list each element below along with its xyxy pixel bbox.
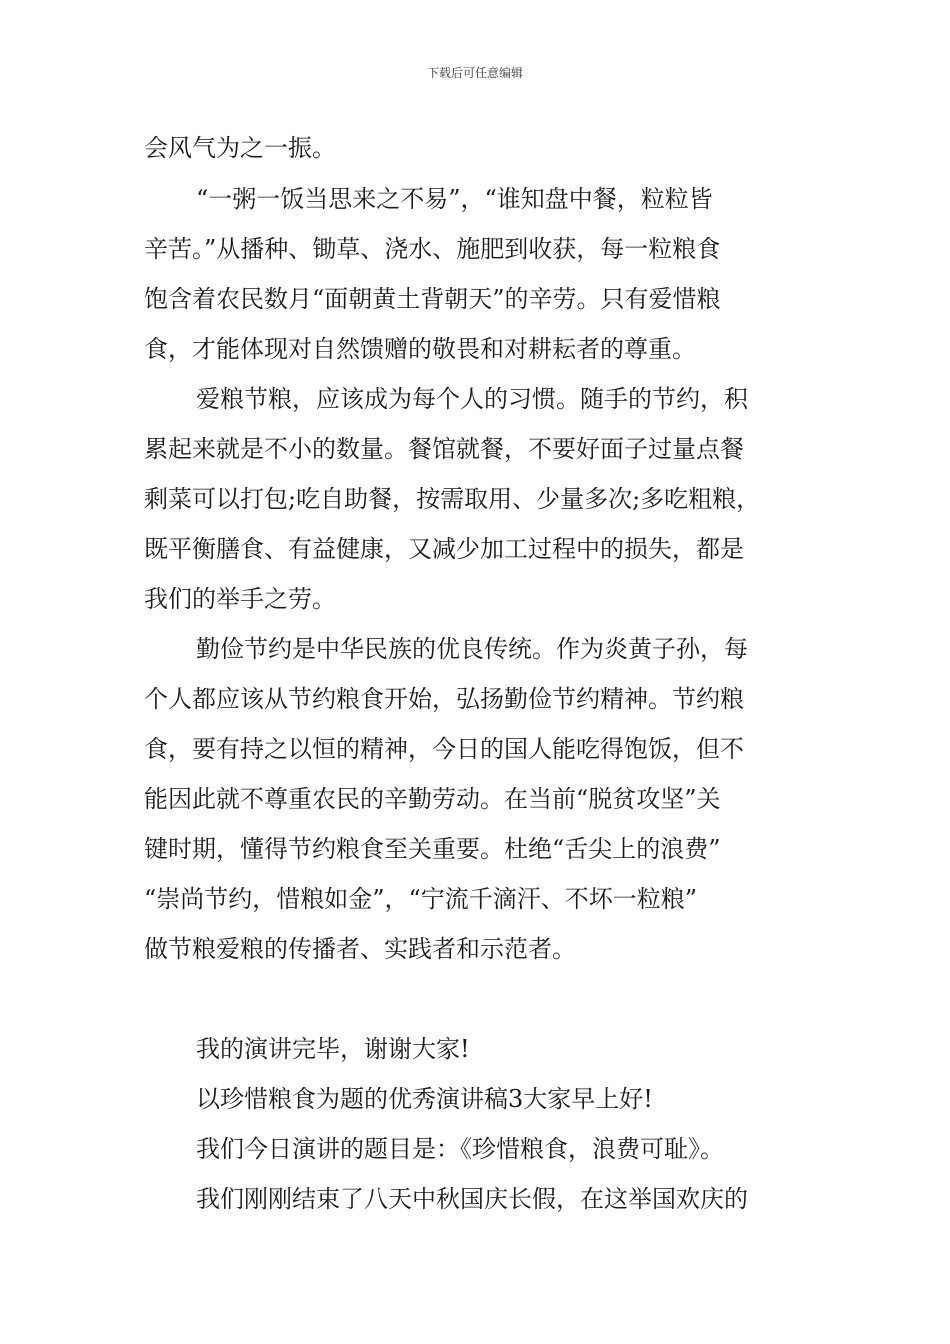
text-line: 剩菜可以打包;吃自助餐，按需取用、少量多次;多吃粗粮， bbox=[144, 485, 761, 513]
text-line: 我们今日演讲的题目是：《珍惜粮食，浪费可耻》。 bbox=[196, 1135, 724, 1163]
text-line: 我们的举手之劳。 bbox=[144, 585, 336, 613]
text-line: “崇尚节约，惜粮如金”，“宁流千滴汗、不坏一粒粮” bbox=[144, 885, 698, 913]
text-line: 做节粮爱粮的传播者、实践者和示范者。 bbox=[144, 935, 576, 963]
text-line: 食，要有持之以恒的精神，今日的国人能吃得饱饭，但不 bbox=[144, 735, 744, 763]
text-line: 食，才能体现对自然馈赠的敬畏和对耕耘者的尊重。 bbox=[144, 335, 696, 363]
text-line: 勤俭节约是中华民族的优良传统。作为炎黄子孙，每 bbox=[196, 635, 748, 663]
text-line: 累起来就是不小的数量。餐馆就餐，不要好面子过量点餐 bbox=[144, 435, 744, 463]
page-header-note: 下载后可任意编辑 bbox=[426, 66, 523, 80]
text-line: 我们刚刚结束了八天中秋国庆长假，在这举国欢庆的 bbox=[196, 1185, 748, 1213]
text-line: 会风气为之一振。 bbox=[144, 134, 336, 162]
text-line: 辛苦。”从播种、锄草、浇水、施肥到收获，每一粒粮食 bbox=[144, 235, 721, 263]
text-line: 能因此就不尊重农民的辛勤劳动。在当前“脱贫攻坚”关 bbox=[144, 785, 721, 813]
text-line: “一粥一饭当思来之不易”，“谁知盘中餐，粒粒皆 bbox=[196, 185, 713, 213]
text-line: 饱含着农民数月“面朝黄土背朝天”的辛劳。只有爱惜粮 bbox=[144, 285, 721, 313]
text-line: 以珍惜粮食为题的优秀演讲稿3大家早上好! bbox=[196, 1085, 653, 1113]
text-line: 我的演讲完毕，谢谢大家! bbox=[196, 1035, 470, 1063]
text-line: 既平衡膳食、有益健康，又减少加工过程中的损失，都是 bbox=[144, 535, 744, 563]
text-line: 个人都应该从节约粮食开始，弘扬勤俭节约精神。节约粮 bbox=[144, 685, 744, 713]
text-line: 键时期，懂得节约粮食至关重要。杜绝“舌尖上的浪费” bbox=[144, 835, 721, 863]
text-line: 爱粮节粮，应该成为每个人的习惯。随手的节约，积 bbox=[196, 385, 748, 413]
